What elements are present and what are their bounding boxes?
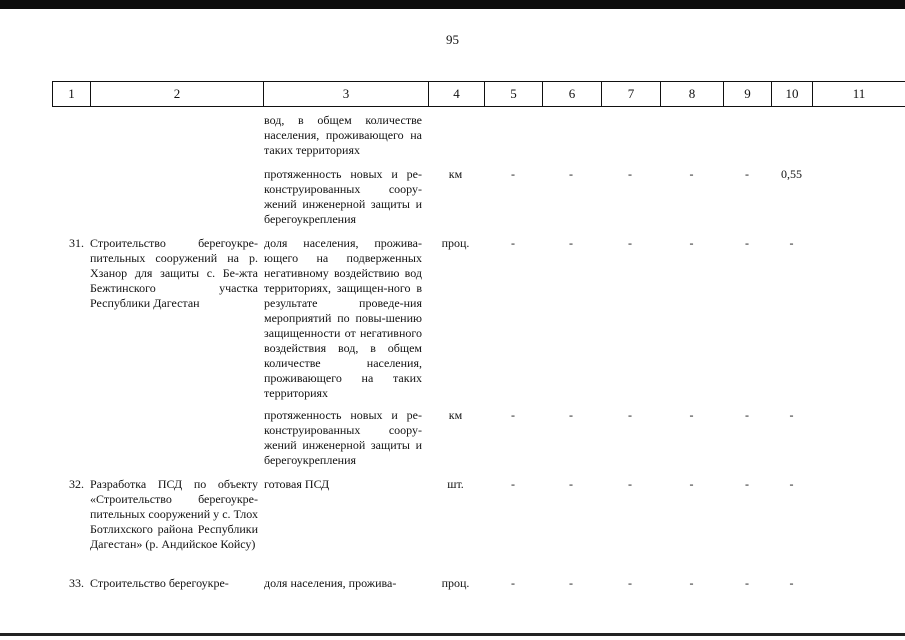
indicator-cell: протяженность новых и ре-конструированных соору-жений инженерной защиты и берегоукрепления [264,408,422,467]
value-col-5: - [511,167,515,181]
value-col-7: - [628,236,632,250]
header-col-7: 7 [601,82,660,106]
value-col-6: - [569,408,573,422]
value-col-6: - [569,576,573,590]
value-col-9: - [745,477,749,491]
value-col-5: - [511,236,515,250]
value-col-10: - [789,477,794,491]
value-col-7: - [628,477,632,491]
header-col-2: 2 [90,82,263,106]
indicator-cell: вод, в общем количестве населения, проживающего на таких территориях [264,113,422,157]
value-col-5: - [511,576,515,590]
value-col-7: - [628,576,632,590]
unit-cell: проц. [441,576,470,590]
table-header-row [52,81,905,107]
indicator-cell: готовая ПСД [264,477,330,491]
measure-name-cell: Разработка ПСД по объекту «Строительство берегоукре-пительных сооружений у с. Тлох Ботлихского района Республики Дагестан» (р. Андийское Койсу) [90,477,258,551]
scan-bottom-edge [0,633,905,636]
value-col-9: - [745,236,749,250]
value-col-7: - [628,408,632,422]
value-col-8: - [689,477,694,491]
value-col-9: - [745,576,749,590]
indicator-cell: доля населения, прожива- [264,576,397,590]
unit-cell: км [448,167,463,181]
header-col-9: 9 [723,82,771,106]
header-col-3: 3 [263,82,428,106]
header-col-11: 11 [812,82,905,106]
value-col-5: - [511,477,515,491]
value-col-8: - [689,167,694,181]
unit-cell: шт. [447,477,464,491]
value-col-8: - [689,576,694,590]
measure-name-cell: Строительство берегоукре- [90,576,229,590]
page-number: 95 [446,32,459,47]
value-col-10: 0,55 [781,167,802,181]
header-col-4: 4 [428,82,484,106]
value-col-6: - [569,167,573,181]
row-number: 33. [69,576,84,590]
header-col-6: 6 [542,82,601,106]
value-col-9: - [745,408,749,422]
unit-cell: км [448,408,463,422]
unit-cell: проц. [441,236,470,250]
header-col-1: 1 [52,82,90,106]
row-number: 32. [69,477,84,491]
value-col-7: - [628,167,632,181]
indicator-cell: протяженность новых и ре-конструированных соору-жений инженерной защиты и берегоукрепления [264,167,422,226]
value-col-10: - [789,408,794,422]
value-col-10: - [789,236,794,250]
value-col-6: - [569,236,573,250]
value-col-9: - [745,167,749,181]
value-col-8: - [689,408,694,422]
value-col-10: - [789,576,794,590]
header-col-5: 5 [484,82,542,106]
header-col-10: 10 [771,82,812,106]
measure-name-cell: Строительство берегоукре-пительных сооружений на р. Хзанор для защиты с. Бе-жта Бежтинского участка Республики Дагестан [90,236,258,310]
value-col-5: - [511,408,515,422]
scan-top-edge [0,0,905,9]
row-number: 31. [69,236,84,250]
header-col-8: 8 [660,82,723,106]
value-col-8: - [689,236,694,250]
value-col-6: - [569,477,573,491]
indicator-cell: доля населения, прожива-ющего на подверженных негативному воздействию вод территориях, защищен-ного в результате проведе-ния мероприятий по повы-шению защищенности от негативного воздействия вод, в общем количестве населения, проживающего на таких территориях [264,236,422,400]
